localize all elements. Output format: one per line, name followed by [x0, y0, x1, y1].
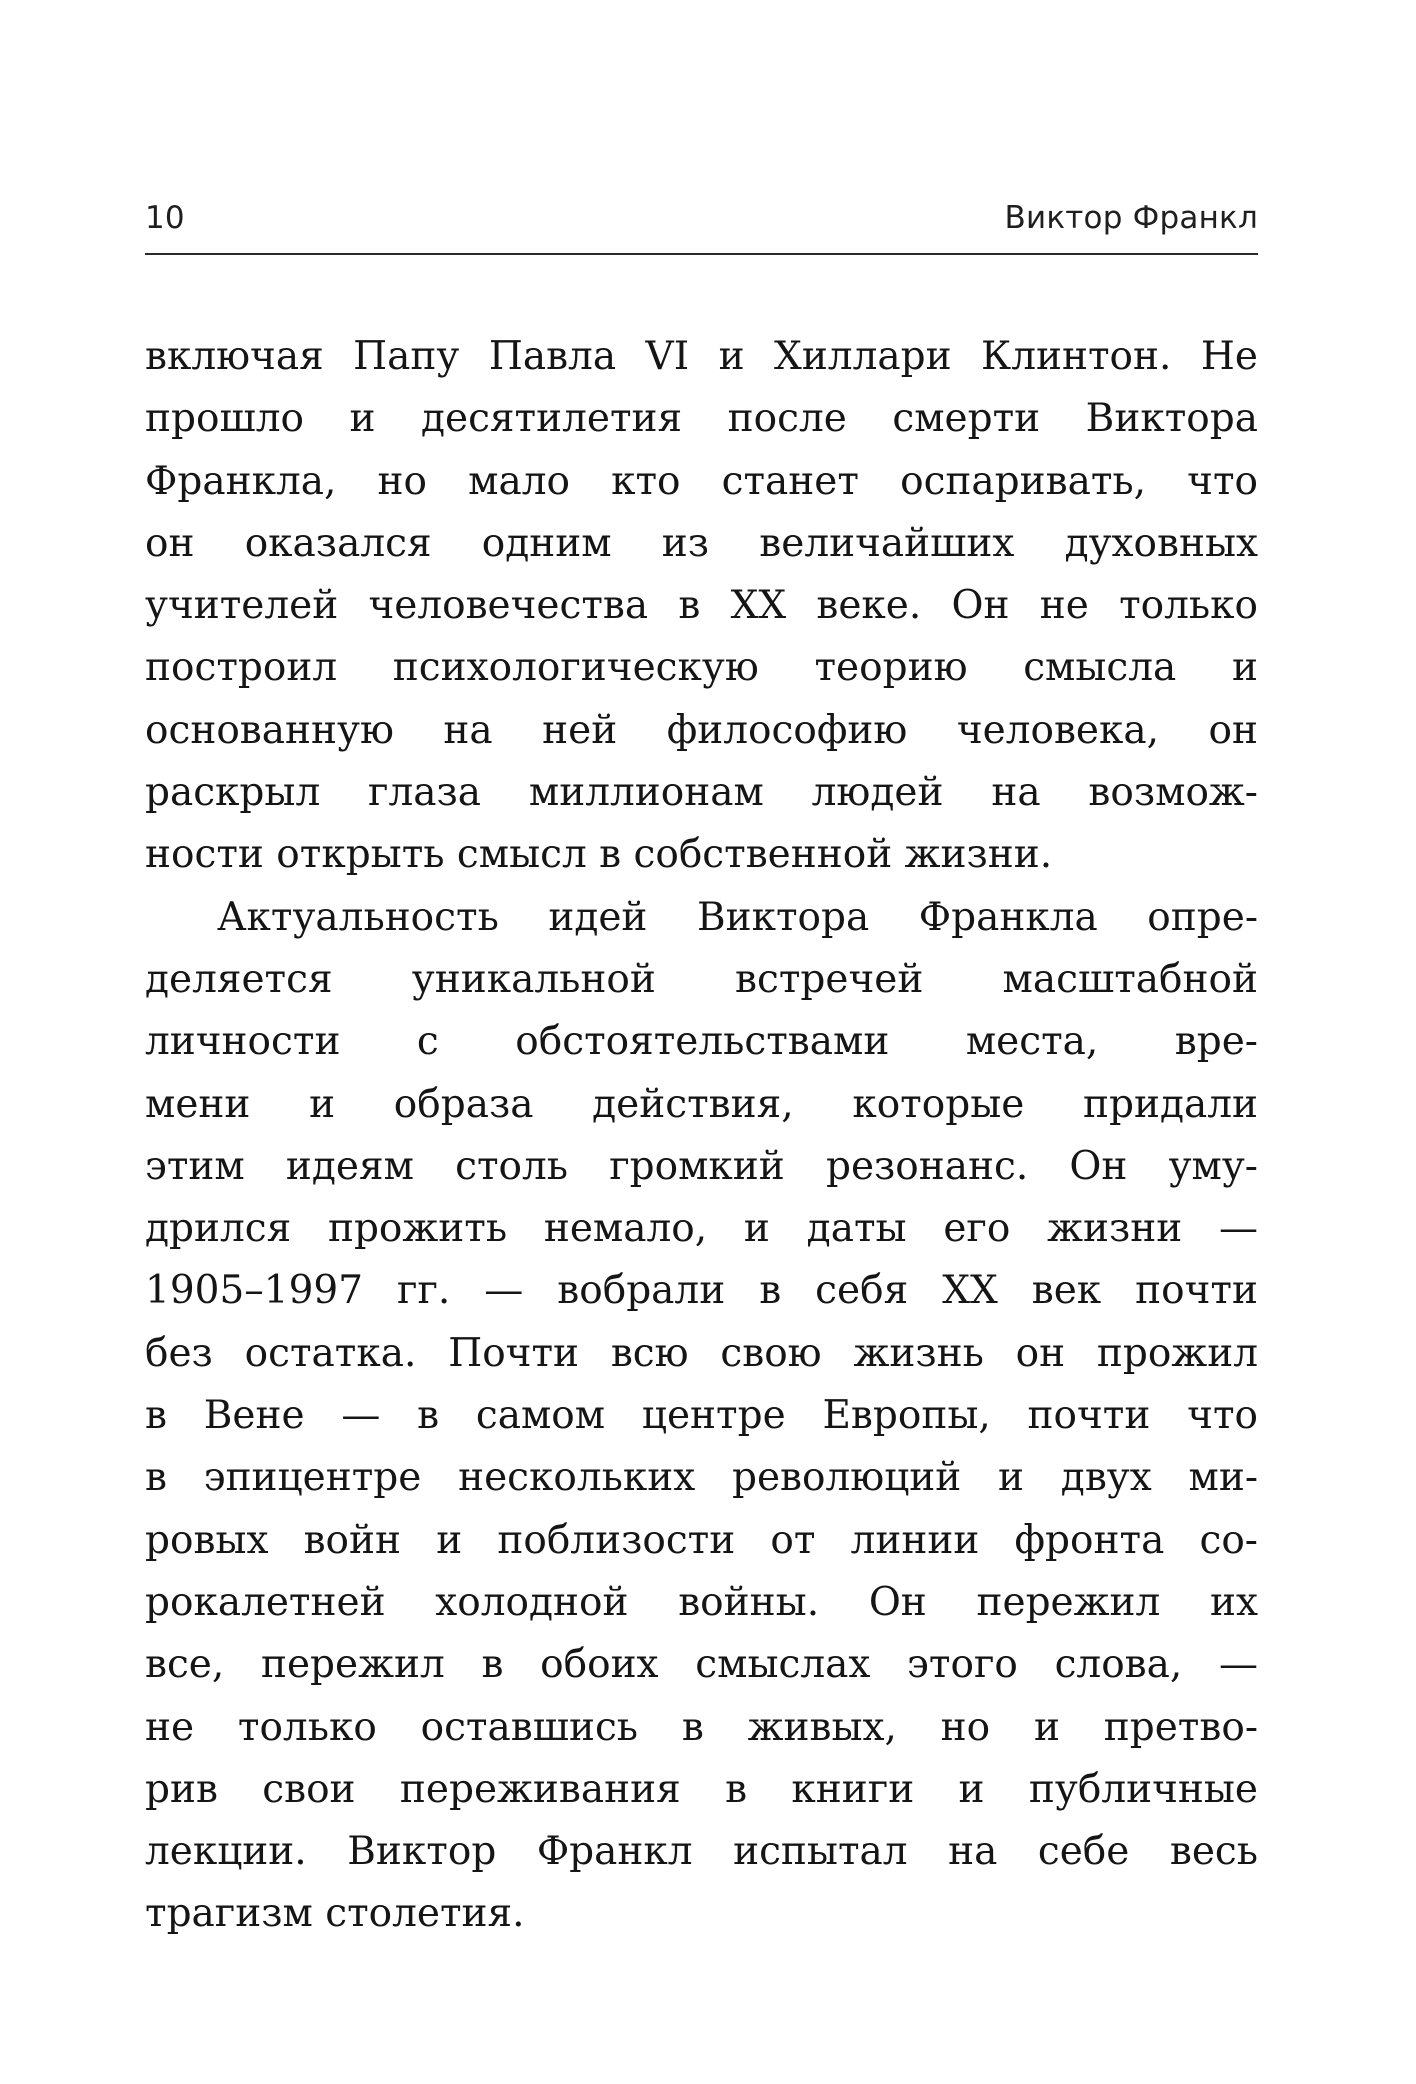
- header-rule: [145, 253, 1258, 255]
- text-line: включая Папу Павла VI и Хиллари Клинтон. Не: [145, 334, 1258, 379]
- text-line: без остатка. Почти всю свою жизнь он прожил: [145, 1330, 1258, 1376]
- text-line: ности открыть смысл в собственной жизни.: [145, 832, 1053, 878]
- text-line: построил психологическую теорию смысла и: [145, 645, 1258, 691]
- text-line: мени и образа действия, которые придали: [145, 1081, 1258, 1127]
- text-line: все, пережил в обоих смыслах этого слова, —: [145, 1642, 1258, 1688]
- running-head-author: Виктор Франкл: [1004, 200, 1258, 236]
- text-line: не только оставшись в живых, но и претво-: [145, 1704, 1258, 1750]
- text-line: прошло и десятилетия после смерти Виктора: [145, 396, 1258, 442]
- text-line: лекции. Виктор Франкл испытал на себе весь: [145, 1829, 1258, 1875]
- text-line: трагизм столетия.: [145, 1891, 525, 1937]
- text-line: раскрыл глаза миллионам людей на возмож-: [145, 770, 1258, 816]
- page-number: 10: [145, 200, 185, 236]
- text-line: этим идеям столь громкий резонанс. Он уму-: [145, 1143, 1258, 1189]
- text-line: в Вене — в самом центре Европы, почти что: [145, 1393, 1258, 1439]
- text-line: деляется уникальной встречей масштабной: [145, 956, 1258, 1002]
- text-line: дрился прожить немало, и даты его жизни —: [145, 1206, 1258, 1252]
- paragraph-1: [145, 326, 1258, 887]
- text-line: основанную на ней философию человека, он: [145, 707, 1258, 753]
- running-head: [145, 196, 1258, 240]
- text-line: он оказался одним из величайших духовных: [145, 520, 1258, 566]
- text-line: Актуальность идей Виктора Франкла опре-: [217, 894, 1258, 940]
- text-line: учителей человечества в XX веке. Он не только: [145, 583, 1258, 629]
- book-page: [145, 0, 1258, 2084]
- text-line: Франкла, но мало кто станет оспаривать, что: [145, 458, 1258, 504]
- paragraph-2: [145, 887, 1258, 1946]
- text-line: рив свои переживания в книги и публичные: [145, 1766, 1258, 1812]
- text-line: 1905–1997 гг. — вобрали в себя XX век почти: [145, 1268, 1258, 1314]
- text-line: рокалетней холодной войны. Он пережил их: [145, 1579, 1258, 1625]
- text-line: в эпицентре нескольких революций и двух ми-: [145, 1455, 1258, 1501]
- text-line: личности с обстоятельствами места, вре-: [145, 1019, 1258, 1065]
- text-line: ровых войн и поблизости от линии фронта со-: [145, 1517, 1258, 1563]
- body-text: [145, 326, 1258, 1946]
